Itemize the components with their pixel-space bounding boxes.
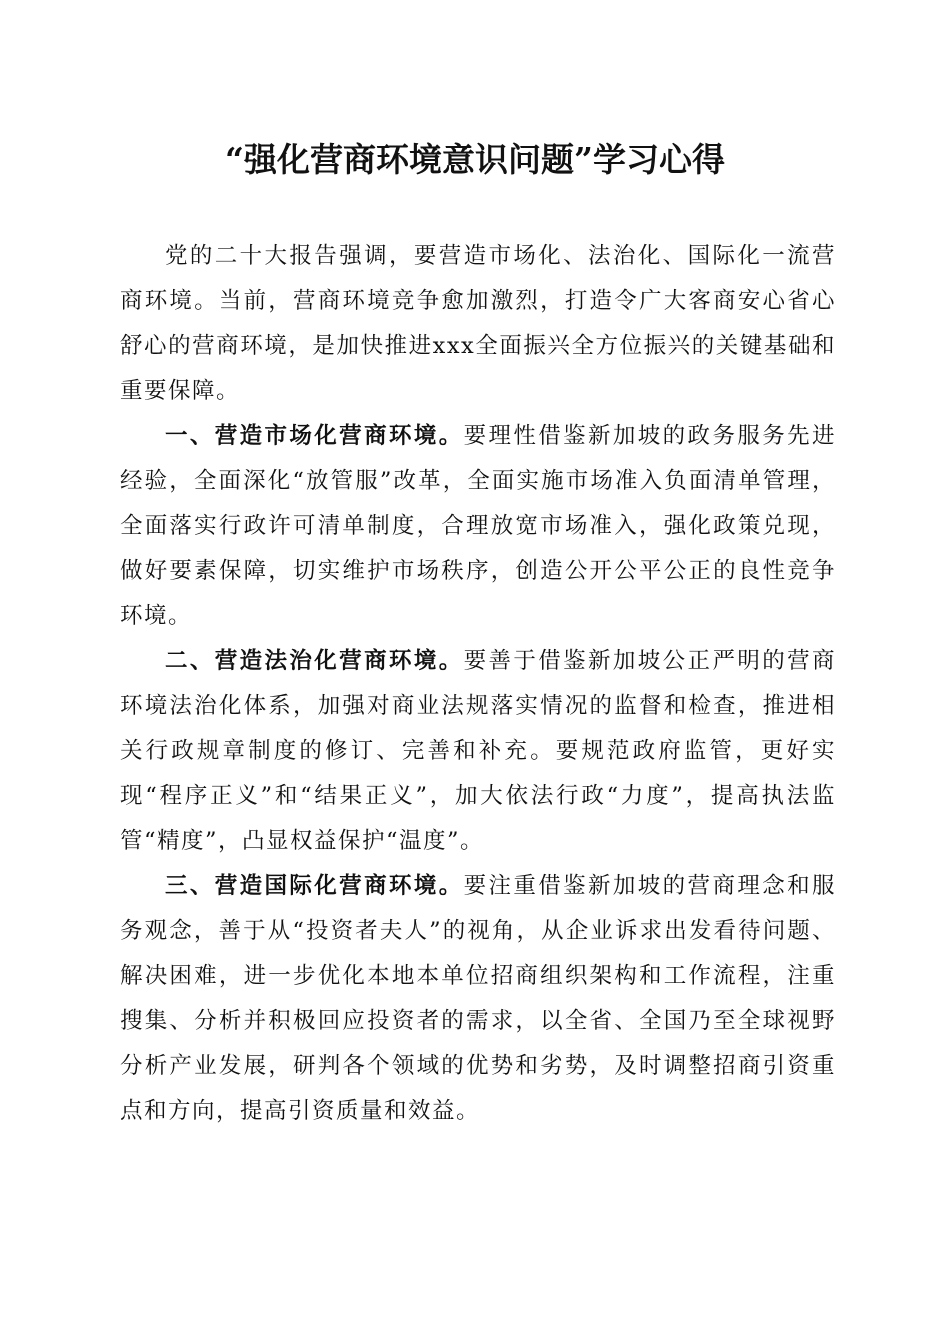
section-heading: 三、营造国际化营商环境。 bbox=[165, 873, 464, 899]
section-text: 要注重借鉴新加坡的营商理念和服务观念，善于从“投资者夫人”的视角，从企业诉求出发看待问题、解决困难，进一步优化本地本单位招商组织架构和工作流程，注重搜集、分析并积极回应投资者的需求，以全省、全国乃至全球视野分析产业发展，研判各个领域的优势和劣势，及时调整招商引资重点和方向，提高引资质量和效益。 bbox=[120, 873, 836, 1124]
document-body bbox=[120, 234, 836, 1134]
section-paragraph bbox=[120, 414, 836, 639]
section-heading: 二、营造法治化营商环境。 bbox=[165, 648, 464, 674]
section-heading: 一、营造市场化营商环境。 bbox=[165, 423, 464, 449]
section-text: 要善于借鉴新加坡公正严明的营商环境法治化体系，加强对商业法规落实情况的监督和检查，推进相关行政规章制度的修订、完善和补充。要规范政府监管，更好实现“程序正义”和“结果正义”，加大依法行政“力度”，提高执法监管“精度”，凸显权益保护“温度”。 bbox=[120, 648, 836, 854]
section-text: 要理性借鉴新加坡的政务服务先进经验，全面深化“放管服”改革，全面实施市场准入负面清单管理，全面落实行政许可清单制度，合理放宽市场准入，强化政策兑现，做好要素保障，切实维护市场秩序，创造公开公平公正的良性竞争环境。 bbox=[120, 423, 836, 629]
section-paragraph bbox=[120, 639, 836, 864]
document-title: “强化营商环境意识问题”学习心得 bbox=[225, 140, 725, 179]
section-paragraph bbox=[120, 864, 836, 1134]
intro-paragraph: 党的二十大报告强调，要营造市场化、法治化、国际化一流营商环境。当前，营商环境竞争愈加激烈，打造令广大客商安心省心舒心的营商环境，是加快推进xxx全面振兴全方位振兴的关键基础和重要保障。 bbox=[120, 243, 836, 404]
